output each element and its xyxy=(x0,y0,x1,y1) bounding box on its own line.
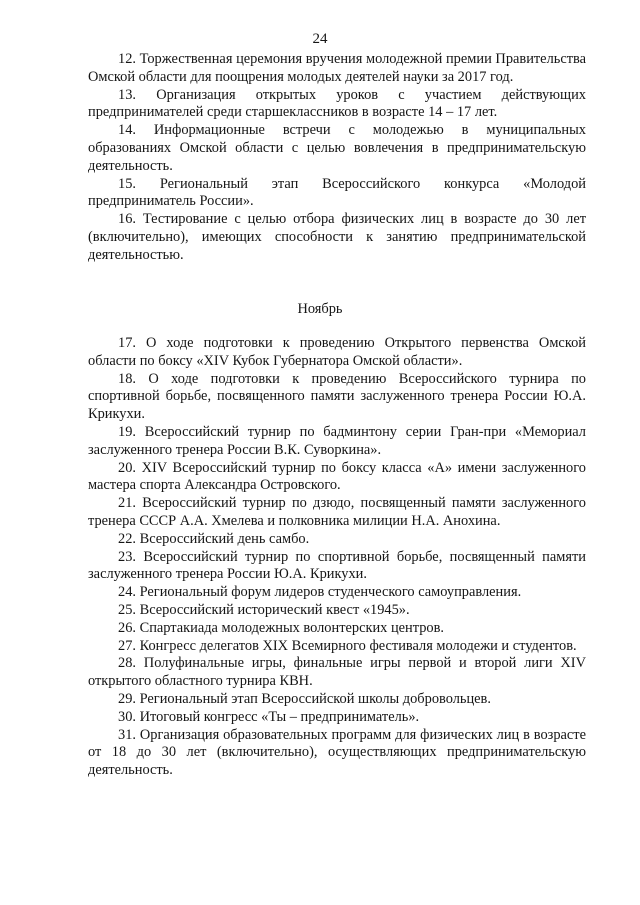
list-item xyxy=(88,371,586,424)
list-item xyxy=(88,655,586,691)
list-item xyxy=(88,549,586,585)
item-number: 31. xyxy=(118,726,136,743)
list-item xyxy=(88,602,586,620)
item-text: О ходе подготовки к проведению Всероссийского турнира по спортивной борьбе, посвященного памяти заслуженного тренера России Ю.А. Крикухи. xyxy=(88,370,586,423)
item-number: 16. xyxy=(118,211,136,228)
list-item xyxy=(88,584,586,602)
item-number: 22. xyxy=(118,530,136,547)
item-text: Тестирование с целью отбора физических лиц в возрасте до 30 лет (включительно), имеющих способности к занятию предпринимательской деятельностью. xyxy=(88,211,586,263)
item-number: 26. xyxy=(118,619,136,636)
list-item xyxy=(88,176,586,212)
item-text: XIV Всероссийский турнир по боксу класса «А» имени заслуженного мастера спорта Александра Островского. xyxy=(88,459,586,494)
item-text: Спартакиада молодежных волонтерских центров. xyxy=(139,619,444,636)
item-number: 21. xyxy=(118,495,136,512)
list-item xyxy=(88,460,586,496)
list-item xyxy=(88,727,586,780)
page-number: 24 xyxy=(312,31,328,47)
item-number: 23. xyxy=(118,548,136,565)
list-item xyxy=(88,87,586,123)
list-item xyxy=(88,531,586,549)
month-heading: Ноябрь xyxy=(297,301,343,317)
list-item xyxy=(88,638,586,656)
item-number: 14. xyxy=(118,122,136,139)
item-number: 17. xyxy=(118,335,136,351)
list-item xyxy=(88,709,586,727)
item-text: Всероссийский турнир по дзюдо, посвященный памяти заслуженного тренера СССР А.А. Хмелева и полковника милиции Н.А. Анохина. xyxy=(88,495,586,529)
item-text: О ходе подготовки к проведению Открытого первенства Омской области по боксу «XIV Кубок Губернатора Омской области». xyxy=(88,335,586,369)
item-text: Полуфинальные игры, финальные игры первой и второй лиги XIV открытого областного турнира КВН. xyxy=(88,655,586,690)
item-text: Всероссийский турнир по спортивной борьбе, посвященный памяти заслуженного тренера России Ю.А. Крикухи. xyxy=(88,548,586,583)
item-text: Торжественная церемония вручения молодежной премии Правительства Омской области для поощрения молодых деятелей науки за 2017 год. xyxy=(88,51,586,85)
list-item xyxy=(88,691,586,709)
item-number: 12. xyxy=(118,51,136,67)
item-number: 19. xyxy=(118,423,136,440)
item-text: Организация открытых уроков с участием действующих предпринимателей среди старшеклассников в возрасте 14 – 17 лет. xyxy=(88,86,586,121)
item-number: 28. xyxy=(118,655,136,672)
item-text: Региональный форум лидеров студенческого самоуправления. xyxy=(139,584,522,601)
item-number: 29. xyxy=(118,690,136,707)
items-section-before xyxy=(88,51,586,265)
item-number: 24. xyxy=(118,584,136,601)
list-item xyxy=(88,122,586,175)
list-item xyxy=(88,211,586,264)
list-item xyxy=(88,495,586,531)
item-number: 15. xyxy=(118,175,136,192)
item-text: Информационные встречи с молодежью в муниципальных образованиях Омской области с целью вовлечения в предпринимательскую деятельность. xyxy=(88,122,586,174)
item-text: Региональный этап Всероссийской школы добровольцев. xyxy=(139,690,491,707)
item-text: Конгресс делегатов XIX Всемирного фестиваля молодежи и студентов. xyxy=(139,637,577,654)
items-section-after xyxy=(88,335,586,780)
item-text: Всероссийский турнир по бадминтону серии Гран-при «Мемориал заслуженного тренера России В.К. Суворкина». xyxy=(88,423,586,458)
item-number: 20. xyxy=(118,459,136,476)
item-number: 18. xyxy=(118,370,136,387)
item-text: Всероссийский день самбо. xyxy=(139,530,310,547)
list-item xyxy=(88,424,586,460)
item-number: 30. xyxy=(118,708,136,725)
item-number: 27. xyxy=(118,637,136,654)
list-item xyxy=(88,51,586,87)
list-item xyxy=(88,335,586,371)
item-text: Итоговый конгресс «Ты – предприниматель». xyxy=(139,708,420,725)
item-text: Организация образовательных программ для физических лиц в возрасте от 18 до 30 лет (включительно), осуществляющих предпринимательскую деятельность. xyxy=(88,726,586,779)
item-text: Региональный этап Всероссийского конкурса «Молодой предприниматель России». xyxy=(88,175,586,210)
item-text: Всероссийский исторический квест «1945». xyxy=(139,601,410,618)
item-number: 13. xyxy=(118,86,136,103)
item-number: 25. xyxy=(118,601,136,618)
list-item xyxy=(88,620,586,638)
